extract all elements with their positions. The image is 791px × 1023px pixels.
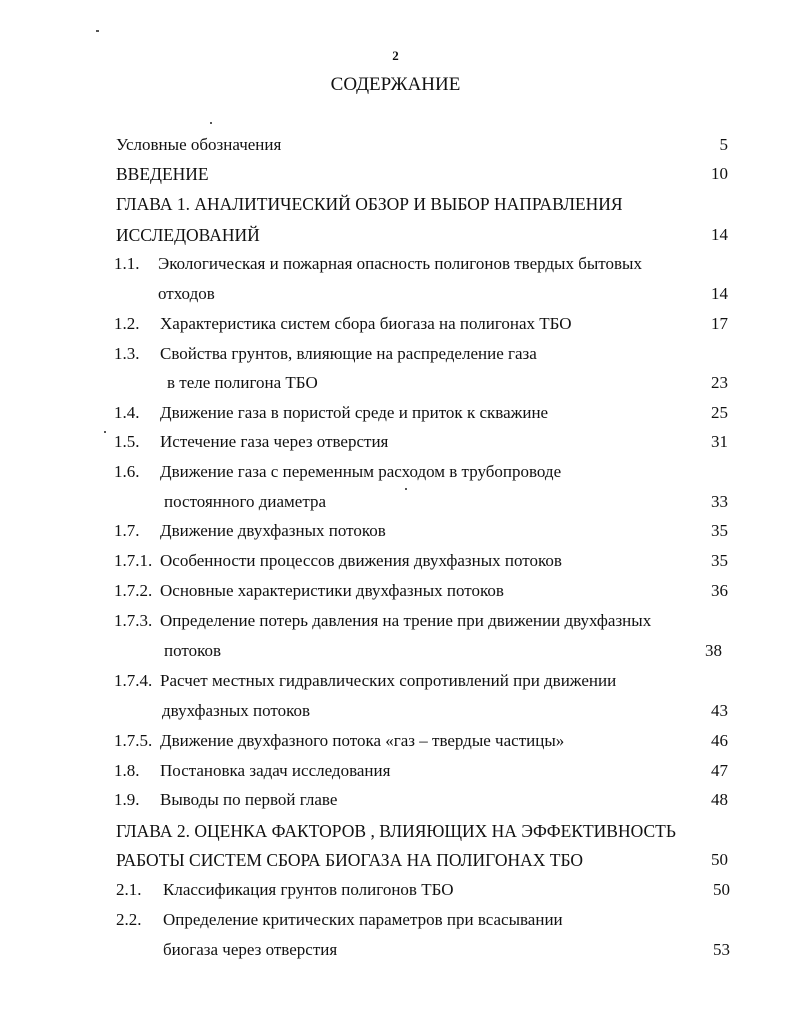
toc-entry-page: 14 [711,284,728,303]
toc-entry-page: 46 [711,731,728,750]
toc-entry-text: Особенности процессов движения двухфазных потоков [160,551,562,570]
toc-entry-number: 1.4. [114,403,140,422]
toc-entry-page: 5 [719,135,728,154]
toc-entry-page: 43 [711,701,728,720]
toc-entry-number: 1.7. [114,521,140,540]
toc-entry-page: 38 [705,641,722,660]
toc-entry-text: Движение двухфазных потоков [160,521,386,540]
toc-entry-text: Постановка задач исследования [160,761,391,780]
toc-entry-text: Выводы по первой главе [160,790,338,809]
scan-speck [104,431,106,433]
toc-entry-text: Истечение газа через отверстия [160,432,389,451]
toc-entry-page: 35 [711,551,728,570]
toc-entry-number: 1.7.3. [114,611,153,630]
toc-entry-number: 1.8. [114,761,140,780]
toc-entry-text: Определение критических параметров при всасывании [163,910,563,929]
toc-entry-page: 17 [711,314,728,333]
toc-entry-text: Определение потерь давления на трение при движении двухфазных [160,611,652,630]
toc-entry-number: 1.7.5. [114,731,153,750]
page-number: 2 [392,48,399,63]
page-title: СОДЕРЖАНИЕ [330,74,461,95]
toc-entry-text-cont: постоянного диаметра [164,492,327,511]
toc-entry-page: 14 [711,225,728,244]
toc-entry-text: Движение газа с переменным расходом в трубопроводе [160,462,562,481]
toc-entry-text-cont: отходов [158,284,215,303]
toc-entry-text-cont: потоков [164,641,222,660]
toc-entry-page: 36 [711,581,728,600]
toc-entry-text-cont: двухфазных потоков [162,701,310,720]
toc-entry-text: Движение двухфазного потока «газ – твердые частицы» [160,731,565,750]
toc-entry-text-cont: биогаза через отверстия [163,940,338,959]
toc-entry-text: Движение газа в пористой среде и приток к скважине [160,403,549,422]
scan-speck [405,488,407,490]
toc-entry-number: 1.7.2. [114,581,153,600]
toc-entry-number: 2.1. [116,880,142,899]
toc-entry-page: 35 [711,521,728,540]
toc-entry-page: 50 [713,880,730,899]
toc-entry-page: 25 [711,403,728,422]
toc-entry-page: 53 [713,940,730,959]
toc-entry-text: Основные характеристики двухфазных потоков [160,581,504,600]
toc-entry-text: Расчет местных гидравлических сопротивлений при движении [160,671,617,690]
toc-entry-text: Характеристика систем сбора биогаза на полигонах ТБО [160,314,572,333]
toc-entry-number: 1.6. [114,462,140,481]
toc-entry-text: Классификация грунтов полигонов ТБО [163,880,454,899]
toc-entry-number: 1.7.1. [114,551,153,570]
toc-entry-number: 2.2. [116,910,142,929]
toc-entry-number: 1.2. [114,314,140,333]
toc-entry-number: 1.7.4. [114,671,153,690]
toc-entry-text: Экологическая и пожарная опасность полигонов твердых бытовых [158,254,642,273]
toc-entry-text-cont: в теле полигона ТБО [167,373,318,392]
toc-entry-page: 48 [711,790,728,809]
toc-entry-text: Свойства грунтов, влияющие на распределение газа [160,344,537,363]
toc-entry-number: 1.5. [114,432,140,451]
toc-entry-number: 1.3. [114,344,140,363]
toc-chapter-heading: ГЛАВА 2. ОЦЕНКА ФАКТОРОВ , ВЛИЯЮЩИХ НА ЭФФЕКТИВНОСТЬ [116,821,676,841]
toc-entry-text: Условные обозначения [116,135,282,154]
toc-entry-number: 1.9. [114,790,140,809]
toc-entry-text: ВВЕДЕНИЕ [116,164,209,184]
toc-entry-page: 33 [711,492,728,511]
toc-entry-page: 50 [711,850,728,869]
toc-entry-page: 23 [711,373,728,392]
toc-entry-page: 47 [711,761,728,780]
toc-entry-number: 1.1. [114,254,140,273]
toc-chapter-heading: ГЛАВА 1. АНАЛИТИЧЕСКИЙ ОБЗОР И ВЫБОР НАПРАВЛЕНИЯ [116,194,623,214]
scan-speck [96,30,99,32]
toc-chapter-heading-cont: РАБОТЫ СИСТЕМ СБОРА БИОГАЗА НА ПОЛИГОНАХ ТБО [116,850,584,870]
scan-speck [210,122,212,124]
toc-entry-page: 31 [711,432,728,451]
toc-chapter-heading-cont: ИССЛЕДОВАНИЙ [116,225,260,245]
toc-entry-page: 10 [711,164,728,183]
